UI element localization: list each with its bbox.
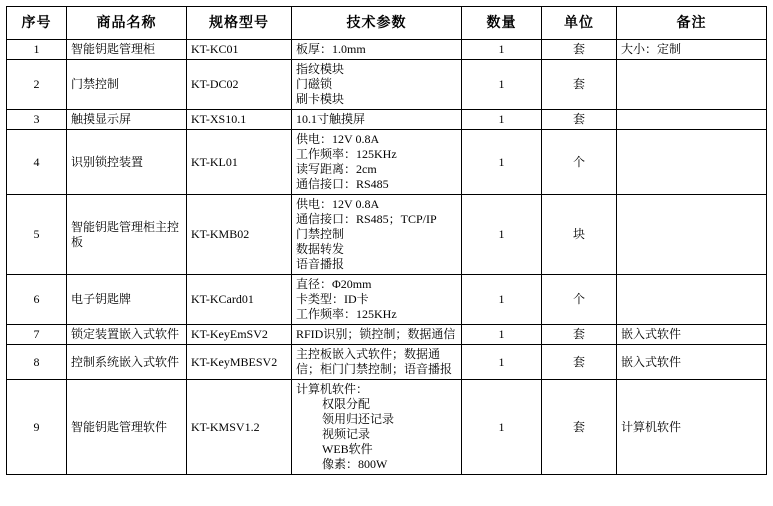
param-line: 数据转发 [296, 242, 345, 256]
param-line: 门磁锁 [296, 77, 333, 91]
cell-remark: 嵌入式软件 [617, 345, 767, 380]
cell-name: 智能钥匙管理柜 [67, 40, 187, 60]
cell-unit: 套 [542, 60, 617, 110]
cell-unit: 个 [542, 130, 617, 195]
cell-remark: 嵌入式软件 [617, 325, 767, 345]
cell-params [292, 110, 462, 130]
param-line: 10.1寸触摸屏 [296, 112, 366, 126]
column-header-params: 技术参数 [292, 7, 462, 40]
param-line: 工作频率：125KHz [296, 307, 397, 321]
cell-remark [617, 130, 767, 195]
specification-table [6, 6, 767, 475]
table-row [7, 60, 767, 110]
cell-unit: 套 [542, 380, 617, 475]
column-header-qty: 数量 [462, 7, 542, 40]
param-line: 卡类型：ID卡 [296, 292, 369, 306]
cell-name: 识别锁控装置 [67, 130, 187, 195]
param-line: 板厚：1.0mm [296, 42, 366, 56]
column-header-remark: 备注 [617, 7, 767, 40]
column-header-name: 商品名称 [67, 7, 187, 40]
cell-remark [617, 195, 767, 275]
cell-remark: 大小：定制 [617, 40, 767, 60]
table-row [7, 275, 767, 325]
param-line: RFID识别；锁控制；数据通信 [296, 327, 456, 341]
cell-params [292, 380, 462, 475]
param-line: 像素：800W [322, 457, 388, 471]
cell-unit: 套 [542, 110, 617, 130]
table-body [7, 40, 767, 475]
cell-params [292, 325, 462, 345]
param-line: 视频记录 [322, 427, 371, 441]
cell-model: KT-KeyEmSV2 [187, 325, 292, 345]
cell-model: KT-KMB02 [187, 195, 292, 275]
cell-unit: 块 [542, 195, 617, 275]
cell-qty: 1 [462, 325, 542, 345]
cell-model: KT-KMSV1.2 [187, 380, 292, 475]
cell-qty: 1 [462, 60, 542, 110]
cell-unit: 个 [542, 275, 617, 325]
cell-params [292, 130, 462, 195]
param-line: 直径：Φ20mm [296, 277, 372, 291]
cell-qty: 1 [462, 380, 542, 475]
cell-remark [617, 60, 767, 110]
cell-index: 8 [7, 345, 67, 380]
cell-params [292, 60, 462, 110]
param-line: 领用归还记录 [322, 412, 395, 426]
table-row [7, 380, 767, 475]
cell-params [292, 345, 462, 380]
cell-index: 9 [7, 380, 67, 475]
table-row [7, 345, 767, 380]
cell-params [292, 275, 462, 325]
cell-qty: 1 [462, 40, 542, 60]
param-line: 通信接口：RS485；TCP/IP [296, 212, 437, 226]
cell-index: 3 [7, 110, 67, 130]
column-header-unit: 单位 [542, 7, 617, 40]
cell-remark [617, 110, 767, 130]
column-header-index: 序号 [7, 7, 67, 40]
cell-unit: 套 [542, 325, 617, 345]
cell-model: KT-KeyMBESV2 [187, 345, 292, 380]
param-line: 读写距离：2cm [296, 162, 377, 176]
param-line: 通信接口：RS485 [296, 177, 389, 191]
cell-name: 控制系统嵌入式软件 [67, 345, 187, 380]
param-line: 工作频率：125KHz [296, 147, 397, 161]
cell-name: 触摸显示屏 [67, 110, 187, 130]
cell-name: 锁定装置嵌入式软件 [67, 325, 187, 345]
cell-qty: 1 [462, 195, 542, 275]
table-row [7, 195, 767, 275]
table-row [7, 110, 767, 130]
cell-unit: 套 [542, 40, 617, 60]
cell-name: 电子钥匙牌 [67, 275, 187, 325]
cell-model: KT-DC02 [187, 60, 292, 110]
cell-index: 2 [7, 60, 67, 110]
table-row [7, 40, 767, 60]
table-row [7, 130, 767, 195]
param-line: 门禁控制 [296, 227, 345, 241]
cell-index: 5 [7, 195, 67, 275]
param-line: WEB软件 [322, 442, 373, 456]
param-line: 权限分配 [322, 397, 371, 411]
param-line: 供电：12V 0.8A [296, 132, 380, 146]
cell-qty: 1 [462, 275, 542, 325]
cell-index: 1 [7, 40, 67, 60]
cell-qty: 1 [462, 110, 542, 130]
cell-params [292, 195, 462, 275]
cell-qty: 1 [462, 130, 542, 195]
param-line: 供电：12V 0.8A [296, 197, 380, 211]
table-header-row [7, 7, 767, 40]
cell-qty: 1 [462, 345, 542, 380]
cell-model: KT-KL01 [187, 130, 292, 195]
param-line: 主控板嵌入式软件；数据通信；柜门门禁控制；语音播报 [296, 347, 453, 376]
cell-name: 智能钥匙管理柜主控板 [67, 195, 187, 275]
cell-model: KT-XS10.1 [187, 110, 292, 130]
param-line: 语音播报 [296, 257, 345, 271]
cell-index: 4 [7, 130, 67, 195]
param-line: 指纹模块 [296, 62, 345, 76]
cell-model: KT-KCard01 [187, 275, 292, 325]
column-header-model: 规格型号 [187, 7, 292, 40]
param-line: 刷卡模块 [296, 92, 345, 106]
cell-remark [617, 275, 767, 325]
cell-unit: 套 [542, 345, 617, 380]
cell-params [292, 40, 462, 60]
cell-index: 6 [7, 275, 67, 325]
cell-model: KT-KC01 [187, 40, 292, 60]
table-row [7, 325, 767, 345]
cell-name: 门禁控制 [67, 60, 187, 110]
cell-index: 7 [7, 325, 67, 345]
cell-remark: 计算机软件 [617, 380, 767, 475]
cell-name: 智能钥匙管理软件 [67, 380, 187, 475]
param-line: 计算机软件： [296, 382, 369, 396]
